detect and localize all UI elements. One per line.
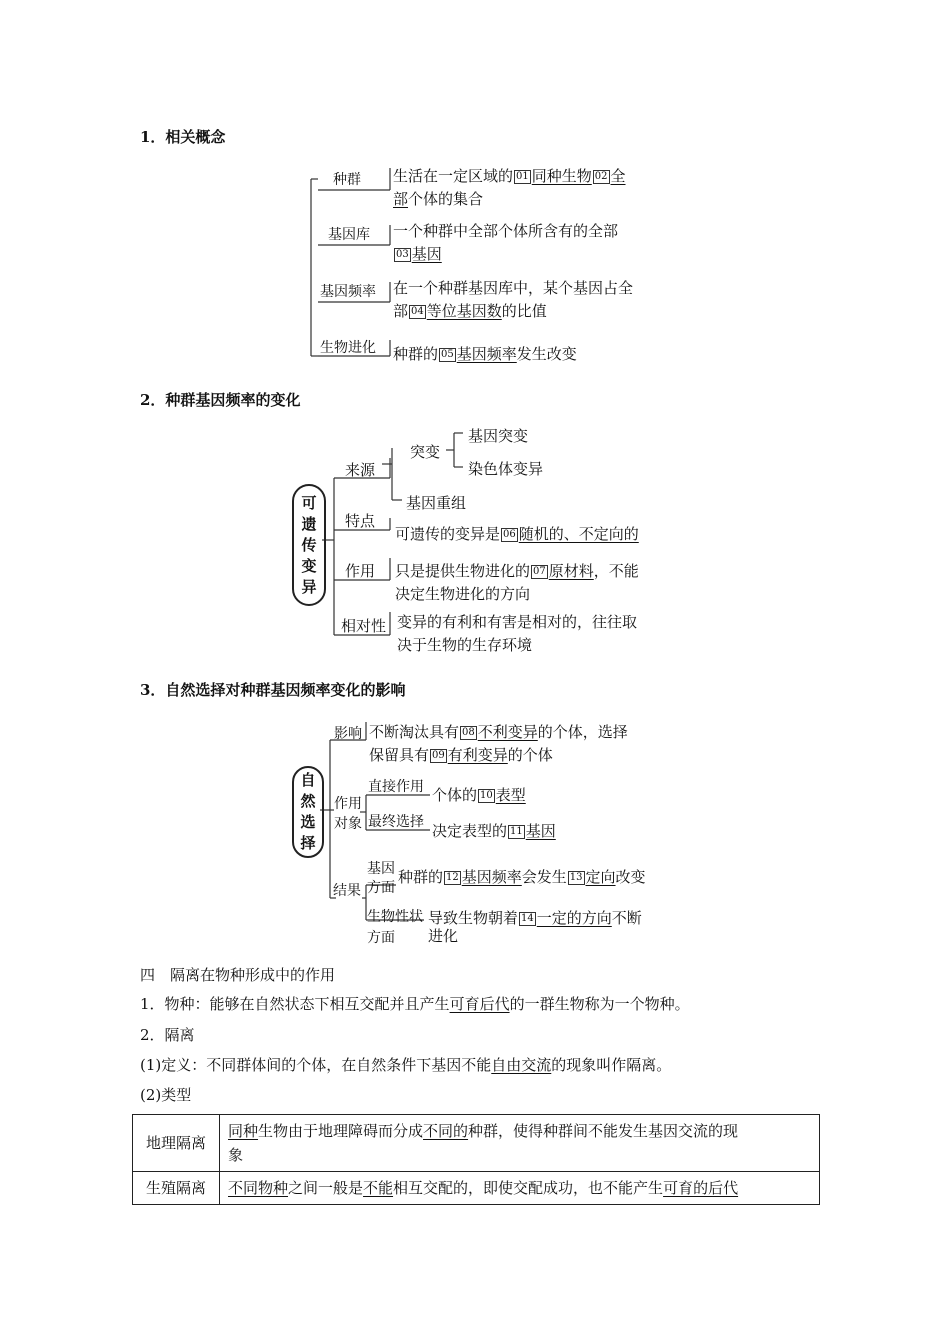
isolation-definition: (1)定义：不同群体间的个体，在自然条件下基因不能自由交流的现象叫作隔离。 bbox=[140, 1056, 672, 1074]
relativity-text-line2: 决于生物的生存环境 bbox=[397, 636, 533, 654]
reproductive-isolation-label: 生殖隔离 bbox=[133, 1172, 220, 1205]
label-target-b: 对象 bbox=[334, 816, 362, 832]
table-row bbox=[133, 1172, 820, 1205]
role-text-line2: 决定生物进化的方向 bbox=[395, 585, 531, 603]
direct-action-text: 个体的 10 表型 bbox=[432, 786, 526, 804]
concept-label-evolution: 生物进化 bbox=[320, 340, 376, 356]
influence-text: 不断淘汰具有 08 不利变异的个体，选择 bbox=[369, 723, 628, 741]
concept-evolution-def: 种群的 05 基因频率发生改变 bbox=[393, 345, 577, 363]
reproductive-isolation-desc: 不同物种之间一般是不能相互交配的，即使交配成功，也不能产生可育的后代 bbox=[220, 1172, 820, 1205]
label-mutation: 突变 bbox=[410, 443, 441, 461]
feature-text: 可遗传的变异是 06 随机的、不定向的 bbox=[395, 525, 639, 543]
label-final-selection: 最终选择 bbox=[368, 814, 424, 830]
concept-label-gene-pool: 基因库 bbox=[328, 227, 370, 243]
label-target-a: 作用 bbox=[334, 796, 362, 812]
geographic-isolation-desc: 同种生物由于地理障碍而分成不同的种群，使得种群间不能发生基因交流的现 象 bbox=[220, 1115, 820, 1172]
label-trait-aspect-a: 生物性状 bbox=[367, 909, 423, 925]
species-definition: 1．物种：能够在自然状态下相互交配并且产生可育后代的一群生物称为一个物种。 bbox=[140, 995, 690, 1013]
concept-gene-pool-def: 一个种群中全部个体所含有的全部 bbox=[393, 222, 619, 240]
isolation-heading: 2．隔离 bbox=[140, 1026, 195, 1044]
label-influence: 影响 bbox=[334, 726, 362, 742]
table-row bbox=[133, 1115, 820, 1172]
label-feature: 特点 bbox=[345, 512, 376, 530]
geographic-isolation-label: 地理隔离 bbox=[133, 1115, 220, 1172]
label-trait-aspect-b: 方面 bbox=[367, 930, 395, 946]
relativity-text: 变异的有利和有害是相对的，往往取 bbox=[397, 613, 638, 631]
label-relativity: 相对性 bbox=[341, 617, 387, 635]
concept-population-def-line2: 部个体的集合 bbox=[393, 190, 484, 208]
concept-gene-frequency-def: 在一个种群基因库中，某个基因占全 bbox=[393, 279, 634, 297]
gene-aspect-text: 种群的 12 基因频率会发生 13 定向改变 bbox=[398, 868, 646, 886]
label-gene-aspect-b: 方面 bbox=[367, 880, 395, 896]
section-2-heading: 2．种群基因频率的变化 bbox=[140, 391, 301, 409]
section-4-heading: 四 隔离在物种形成中的作用 bbox=[140, 966, 336, 984]
concept-label-gene-frequency: 基因频率 bbox=[320, 284, 376, 300]
label-result: 结果 bbox=[333, 883, 361, 899]
label-direct-action: 直接作用 bbox=[368, 779, 424, 795]
label-source: 来源 bbox=[345, 461, 376, 479]
heritable-variation-pill: 可 遗 传 变 异 bbox=[292, 484, 326, 606]
label-chromosome-variation: 染色体变异 bbox=[468, 460, 544, 478]
concept-label-population: 种群 bbox=[333, 172, 361, 188]
section-1-heading: 1．相关概念 bbox=[140, 128, 226, 146]
concept-gene-frequency-answer: 部 04 等位基因数的比值 bbox=[393, 302, 547, 320]
influence-text-line2: 保留具有 09 有利变异的个体 bbox=[369, 746, 553, 764]
final-selection-text: 决定表型的 11 基因 bbox=[432, 822, 556, 840]
label-gene-mutation: 基因突变 bbox=[468, 427, 529, 445]
label-recombination: 基因重组 bbox=[406, 494, 467, 512]
role-text: 只是提供生物进化的 07 原材料，不能 bbox=[395, 562, 639, 580]
isolation-types-heading: (2)类型 bbox=[140, 1086, 192, 1104]
section-3-heading: 3．自然选择对种群基因频率变化的影响 bbox=[140, 681, 406, 699]
concept-population-def: 生活在一定区域的 01 同种生物 02 全 bbox=[393, 167, 626, 185]
natural-selection-pill: 自 然 选 择 bbox=[292, 766, 324, 858]
label-role: 作用 bbox=[345, 562, 376, 580]
label-gene-aspect-a: 基因 bbox=[367, 861, 395, 877]
trait-aspect-text-line2: 进化 bbox=[428, 927, 459, 945]
concept-gene-pool-answer: 03 基因 bbox=[396, 245, 442, 263]
trait-aspect-text: 导致生物朝着 14 一定的方向不断 bbox=[428, 909, 642, 927]
isolation-types-table bbox=[132, 1114, 820, 1205]
